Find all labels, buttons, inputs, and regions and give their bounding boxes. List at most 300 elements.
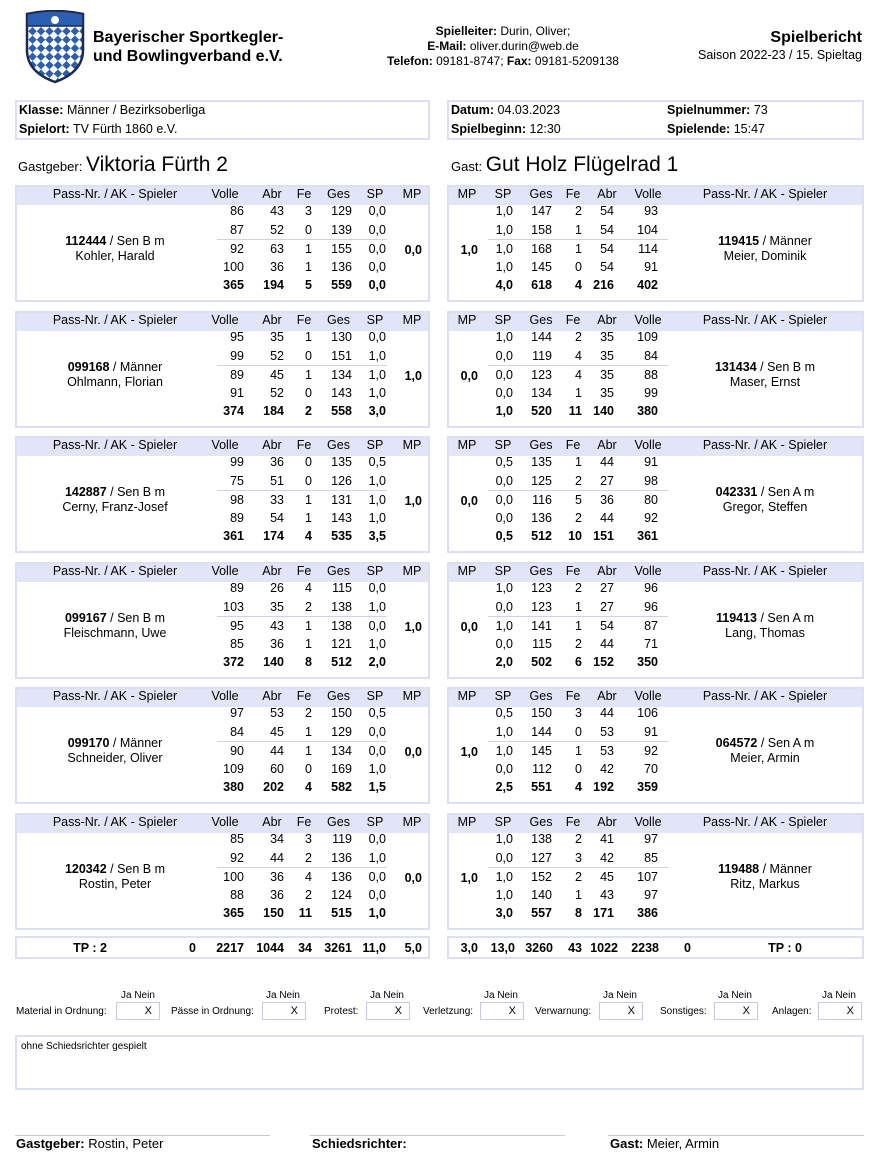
- check-box[interactable]: [599, 1002, 643, 1020]
- player-age-class: / Sen B m: [106, 234, 165, 248]
- column-header-fe: Fe: [296, 815, 312, 829]
- player-name: Maser, Ernst: [729, 375, 801, 389]
- guest-score-cell: 144: [531, 725, 552, 739]
- guest-score-cell: 0,0: [495, 349, 513, 363]
- klasse-value: Männer / Bezirksoberliga: [63, 103, 206, 117]
- column-header-fe: Fe: [565, 187, 581, 201]
- home-score-cell: 109: [223, 762, 244, 776]
- home-total-cell: 202: [263, 780, 284, 794]
- home-score-cell: 1,0: [368, 474, 386, 488]
- home-score-cell: 130: [331, 330, 352, 344]
- home-score-cell: 134: [331, 744, 352, 758]
- home-signature-value: Rostin, Peter: [84, 1136, 164, 1151]
- guest-score-cell: 85: [644, 851, 658, 865]
- guest-score-cell: 144: [531, 330, 552, 344]
- home-score-cell: 36: [270, 455, 284, 469]
- player-age-class: / Sen B m: [106, 611, 166, 625]
- guest-score-cell: 54: [600, 260, 614, 274]
- column-header-ges: Ges: [529, 438, 553, 452]
- check-box[interactable]: [818, 1002, 862, 1020]
- home-score-cell: 2: [305, 600, 312, 614]
- player-pass-number: 099170: [67, 736, 110, 750]
- org-name-line2: und Bowlingverband e.V.: [93, 48, 283, 65]
- player-pass-line: [30, 234, 200, 249]
- guest-score-cell: 27: [600, 600, 614, 614]
- column-header-volle: Volle: [634, 313, 662, 327]
- home-score-cell: 84: [230, 725, 244, 739]
- home-score-cell: 51: [270, 474, 284, 488]
- home-score-cell: 53: [270, 706, 284, 720]
- column-header-abr: Abr: [597, 815, 617, 829]
- guest-signature-label: Gast:: [610, 1136, 644, 1151]
- guest-score-cell: 4: [575, 349, 582, 363]
- home-total-volle: 2217: [216, 941, 244, 955]
- home-score-cell: 129: [331, 204, 352, 218]
- guest-score-cell: 36: [600, 493, 614, 507]
- home-score-cell: 0: [305, 223, 312, 237]
- player-pass-line: [680, 736, 850, 751]
- contact-label: Fax:: [506, 54, 532, 68]
- yes-no-header: Ja Nein: [121, 990, 155, 1001]
- guest-score-cell: 41: [600, 832, 614, 846]
- home-score-cell: 4: [305, 581, 312, 595]
- home-player-info: [30, 360, 200, 390]
- spielnummer-label: Spielnummer:: [667, 103, 751, 117]
- home-player-info: [30, 234, 200, 264]
- guest-score-cell: 2: [575, 511, 582, 525]
- home-total-cell: 174: [263, 529, 284, 543]
- check-box[interactable]: [366, 1002, 410, 1020]
- column-header-sp: SP: [494, 564, 512, 578]
- klasse-line: [19, 103, 205, 117]
- player-name: Gregor, Steffen: [722, 500, 808, 514]
- guest-score-cell: 2: [575, 330, 582, 344]
- guest-total-cell: 151: [593, 529, 614, 543]
- home-score-cell: 1: [305, 725, 312, 739]
- home-score-cell: 3: [305, 832, 312, 846]
- player-age-class: / Männer: [109, 360, 163, 374]
- guest-score-cell: 145: [531, 260, 552, 274]
- guest-score-cell: 114: [638, 242, 658, 256]
- guest-total-cell: 2,5: [495, 780, 513, 794]
- player-pass-line: [680, 234, 850, 249]
- column-header-abr: Abr: [597, 187, 617, 201]
- player-age-class: / Sen B m: [106, 485, 166, 499]
- home-score-cell: 0,0: [368, 888, 386, 902]
- player-name: Lang, Thomas: [725, 626, 805, 640]
- referee-signature: [312, 1136, 407, 1151]
- guest-score-cell: 99: [644, 386, 658, 400]
- home-total-sp: 11,0: [362, 941, 386, 955]
- guest-total-cell: 4,0: [495, 278, 513, 292]
- home-total-abr: 1044: [256, 941, 284, 955]
- home-score-cell: 1: [305, 744, 312, 758]
- home-score-cell: 0,0: [368, 330, 386, 344]
- column-header-sp: SP: [366, 313, 384, 327]
- column-header-mp: MP: [457, 815, 477, 829]
- home-score-cell: 0,0: [368, 725, 386, 739]
- guest-score-cell: 150: [531, 706, 552, 720]
- home-score-cell: 119: [332, 832, 352, 846]
- guest-score-cell: 1,0: [495, 204, 513, 218]
- home-score-cell: 2: [305, 706, 312, 720]
- column-header-fe: Fe: [296, 313, 312, 327]
- home-score-cell: 1: [305, 330, 312, 344]
- home-score-cell: 103: [223, 600, 244, 614]
- guest-score-cell: 88: [644, 368, 658, 382]
- player-pass-line: [30, 862, 200, 877]
- check-box[interactable]: [714, 1002, 758, 1020]
- spielnummer-value: 73: [750, 103, 768, 117]
- check-mark: X: [742, 1005, 750, 1017]
- column-header-sp: SP: [366, 438, 384, 452]
- home-score-cell: 136: [331, 260, 352, 274]
- column-header-mp: MP: [402, 564, 422, 578]
- home-score-cell: 2: [305, 888, 312, 902]
- guest-score-cell: 35: [600, 349, 614, 363]
- column-header-player: Pass-Nr. / AK - Spieler: [702, 689, 828, 703]
- home-score-cell: 87: [230, 223, 244, 237]
- guest-score-cell: 140: [531, 888, 552, 902]
- column-header-ges: Ges: [529, 313, 553, 327]
- guest-score-cell: 0,5: [495, 455, 513, 469]
- home-score-cell: 54: [270, 511, 284, 525]
- check-box[interactable]: [116, 1002, 160, 1020]
- home-score-cell: 1: [305, 242, 312, 256]
- row-separator: [217, 490, 387, 491]
- player-name: Fleischmann, Uwe: [63, 626, 167, 640]
- home-score-cell: 0,0: [368, 870, 386, 884]
- home-score-cell: 95: [230, 619, 244, 633]
- season-info: Saison 2022-23 / 15. Spieltag: [697, 48, 862, 62]
- player-pass-number: 142887: [64, 485, 107, 499]
- home-score-cell: 92: [230, 851, 244, 865]
- contact-email[interactable]: oliver.durin@web.de: [466, 39, 579, 53]
- column-header-volle: Volle: [211, 187, 239, 201]
- home-score-cell: 75: [230, 474, 244, 488]
- home-total-cell: 8: [305, 655, 312, 669]
- home-score-cell: 52: [270, 223, 284, 237]
- spielende-label: Spielende:: [667, 122, 731, 136]
- column-header-sp: SP: [494, 689, 512, 703]
- guest-score-cell: 1,0: [495, 744, 513, 758]
- guest-score-cell: 152: [531, 870, 552, 884]
- guest-score-cell: 43: [600, 888, 614, 902]
- home-score-cell: 169: [331, 762, 352, 776]
- home-total-cell: 11: [298, 906, 312, 920]
- player-pass-line: [30, 485, 200, 500]
- home-score-cell: 1: [305, 637, 312, 651]
- guest-score-cell: 96: [644, 600, 658, 614]
- guest-signature-value: Meier, Armin: [643, 1136, 720, 1151]
- home-score-cell: 3: [305, 204, 312, 218]
- guest-score-cell: 0,0: [495, 493, 513, 507]
- player-pass-number: 042331: [715, 485, 758, 499]
- guest-team-heading: [451, 153, 678, 177]
- column-header-abr: Abr: [597, 564, 617, 578]
- home-score-cell: 1: [305, 511, 312, 525]
- player-age-class: / Sen A m: [757, 485, 815, 499]
- home-score-cell: 45: [270, 725, 284, 739]
- guest-score-cell: 0,0: [495, 474, 513, 488]
- home-score-cell: 99: [230, 349, 244, 363]
- contact-label: E-Mail:: [427, 39, 467, 53]
- guest-total-cell: 8: [575, 906, 582, 920]
- player-pass-line: [680, 360, 850, 375]
- home-score-cell: 86: [230, 204, 244, 218]
- guest-score-cell: 2: [575, 581, 582, 595]
- report-title: Spielbericht: [770, 29, 862, 46]
- guest-score-cell: 97: [644, 832, 658, 846]
- column-header-fe: Fe: [296, 187, 312, 201]
- row-separator: [217, 616, 387, 617]
- home-score-cell: 1,0: [368, 637, 386, 651]
- home-score-cell: 0,5: [368, 706, 386, 720]
- guest-score-cell: 35: [600, 368, 614, 382]
- column-header-ges: Ges: [529, 815, 553, 829]
- player-name: Schneider, Oliver: [67, 751, 163, 765]
- guest-score-cell: 0: [575, 260, 582, 274]
- guest-score-cell: 123: [531, 600, 552, 614]
- guest-total-cell: 11: [568, 404, 582, 418]
- home-score-cell: 36: [270, 260, 284, 274]
- home-mp: 1,0: [404, 620, 422, 634]
- guest-total-cell: 4: [575, 780, 582, 794]
- column-header-ges: Ges: [529, 187, 553, 201]
- home-score-cell: 0: [305, 386, 312, 400]
- guest-score-cell: 125: [531, 474, 552, 488]
- column-header-mp: MP: [402, 689, 422, 703]
- player-age-class: / Männer: [759, 234, 812, 248]
- home-score-cell: 45: [270, 368, 284, 382]
- column-header-fe: Fe: [565, 815, 581, 829]
- home-player-info: [30, 736, 200, 766]
- player-pass-line: [30, 611, 200, 626]
- column-header-player: Pass-Nr. / AK - Spieler: [52, 187, 178, 201]
- guest-score-cell: 45: [600, 870, 614, 884]
- home-score-cell: 89: [230, 368, 244, 382]
- datum-label: Datum:: [451, 103, 495, 117]
- home-total-zero: 0: [189, 941, 196, 955]
- guest-total-cell: 551: [531, 780, 552, 794]
- home-score-cell: 0,0: [368, 744, 386, 758]
- player-pass-line: [680, 485, 850, 500]
- guest-mp: 0,0: [460, 369, 478, 383]
- guest-score-cell: 168: [531, 242, 552, 256]
- guest-score-cell: 44: [600, 455, 614, 469]
- home-score-cell: 0,0: [368, 619, 386, 633]
- column-header-ges: Ges: [327, 815, 350, 829]
- home-score-cell: 99: [230, 455, 244, 469]
- home-total-fe: 34: [298, 941, 312, 955]
- home-score-cell: 143: [331, 511, 352, 525]
- home-score-cell: 100: [223, 870, 244, 884]
- guest-player-info: [680, 611, 850, 641]
- guest-total-cell: 386: [637, 906, 658, 920]
- player-pass-number: 119488: [718, 862, 760, 876]
- row-separator: [488, 239, 668, 240]
- guest-total-cell: 557: [531, 906, 552, 920]
- column-header-sp: SP: [494, 313, 512, 327]
- guest-score-cell: 1: [575, 223, 582, 237]
- guest-score-cell: 0,0: [495, 511, 513, 525]
- home-score-cell: 124: [331, 888, 352, 902]
- home-score-cell: 63: [270, 242, 284, 256]
- column-header-mp: MP: [402, 815, 422, 829]
- row-separator: [217, 365, 387, 366]
- home-score-cell: 97: [230, 706, 244, 720]
- guest-mp: 0,0: [460, 620, 478, 634]
- home-score-cell: 1,0: [368, 600, 386, 614]
- home-score-cell: 0,0: [368, 260, 386, 274]
- contact-block: [358, 24, 648, 69]
- column-header-abr: Abr: [262, 313, 282, 327]
- home-score-cell: 151: [331, 349, 352, 363]
- guest-score-cell: 0,0: [495, 368, 513, 382]
- home-total-cell: 140: [263, 655, 284, 669]
- check-label: Material in Ordnung:: [16, 1006, 107, 1017]
- guest-total-cell: 1,0: [495, 404, 513, 418]
- spielort-value: TV Fürth 1860 e.V.: [69, 122, 178, 136]
- home-total-cell: 184: [263, 404, 284, 418]
- guest-total-cell: 192: [593, 780, 614, 794]
- column-header-abr: Abr: [262, 564, 282, 578]
- guest-mp: 1,0: [460, 243, 478, 257]
- row-separator: [217, 867, 387, 868]
- check-mark: X: [394, 1005, 402, 1017]
- check-mark: X: [144, 1005, 152, 1017]
- guest-score-cell: 71: [644, 637, 658, 651]
- guest-total-abr: 1022: [590, 941, 618, 955]
- column-header-ges: Ges: [327, 564, 350, 578]
- home-score-cell: 43: [270, 204, 284, 218]
- guest-score-cell: 1,0: [495, 888, 513, 902]
- home-score-cell: 0,0: [368, 581, 386, 595]
- home-score-cell: 1,0: [368, 762, 386, 776]
- guest-score-cell: 123: [531, 368, 552, 382]
- guest-score-cell: 44: [600, 706, 614, 720]
- guest-mp: 1,0: [460, 745, 478, 759]
- column-header-player: Pass-Nr. / AK - Spieler: [52, 689, 178, 703]
- column-header-sp: SP: [366, 564, 384, 578]
- home-total-cell: 0,0: [368, 278, 386, 292]
- column-header-volle: Volle: [634, 438, 662, 452]
- home-team-name: Viktoria Fürth 2: [85, 153, 228, 176]
- guest-score-cell: 2: [575, 832, 582, 846]
- guest-player-info: [680, 234, 850, 264]
- column-header-sp: SP: [494, 438, 512, 452]
- home-score-cell: 33: [270, 493, 284, 507]
- guest-score-cell: 98: [644, 474, 658, 488]
- home-total-cell: 372: [223, 655, 244, 669]
- home-total-cell: 535: [331, 529, 352, 543]
- guest-score-cell: 1,0: [495, 223, 513, 237]
- home-score-cell: 35: [270, 330, 284, 344]
- guest-score-cell: 44: [600, 511, 614, 525]
- column-header-mp: MP: [457, 438, 477, 452]
- guest-score-cell: 1: [575, 888, 582, 902]
- column-header-volle: Volle: [211, 313, 239, 327]
- guest-score-cell: 91: [644, 725, 658, 739]
- home-signature: [16, 1136, 163, 1151]
- row-separator: [488, 490, 668, 491]
- home-team-label: Gastgeber:: [18, 159, 86, 174]
- check-label: Pässe in Ordnung:: [171, 1006, 254, 1017]
- guest-player-info: [680, 485, 850, 515]
- home-score-cell: 88: [230, 888, 244, 902]
- column-header-volle: Volle: [634, 815, 662, 829]
- player-name: Ohlmann, Florian: [67, 375, 163, 389]
- guest-total-cell: 502: [531, 655, 552, 669]
- guest-score-cell: 1: [575, 242, 582, 256]
- row-separator: [488, 616, 668, 617]
- column-header-mp: MP: [457, 187, 477, 201]
- home-total-cell: 374: [223, 404, 244, 418]
- guest-score-cell: 119: [532, 349, 552, 363]
- home-score-cell: 89: [230, 511, 244, 525]
- column-header-volle: Volle: [211, 815, 239, 829]
- column-header-player: Pass-Nr. / AK - Spieler: [702, 313, 828, 327]
- home-score-cell: 138: [331, 600, 352, 614]
- home-score-cell: 1: [305, 368, 312, 382]
- guest-score-cell: 106: [637, 706, 658, 720]
- guest-score-cell: 44: [600, 637, 614, 651]
- check-mark: X: [846, 1005, 854, 1017]
- guest-total-zero: 0: [684, 941, 691, 955]
- column-header-player: Pass-Nr. / AK - Spieler: [52, 564, 178, 578]
- home-mp: 0,0: [404, 745, 422, 759]
- home-score-cell: 34: [270, 832, 284, 846]
- home-score-cell: 134: [331, 368, 352, 382]
- column-header-mp: MP: [402, 438, 422, 452]
- remarks-box[interactable]: [15, 1035, 864, 1090]
- column-header-mp: MP: [457, 689, 477, 703]
- guest-player-info: [680, 862, 850, 892]
- guest-score-cell: 96: [644, 581, 658, 595]
- column-header-fe: Fe: [565, 438, 581, 452]
- home-total-cell: 380: [223, 780, 244, 794]
- column-header-fe: Fe: [296, 689, 312, 703]
- contact-value: Durin, Oliver;: [497, 24, 571, 38]
- home-total-cell: 1,0: [368, 906, 386, 920]
- guest-total-cell: 0,5: [495, 529, 513, 543]
- yes-no-header: Ja Nein: [266, 990, 300, 1001]
- player-pass-line: [680, 862, 850, 877]
- guest-total-cell: 2,0: [495, 655, 513, 669]
- guest-total-cell: 4: [575, 278, 582, 292]
- contact-label: Spielleiter:: [435, 24, 497, 38]
- guest-score-cell: 0,0: [495, 637, 513, 651]
- guest-score-cell: 1,0: [495, 330, 513, 344]
- column-header-player: Pass-Nr. / AK - Spieler: [702, 187, 828, 201]
- check-box[interactable]: [480, 1002, 524, 1020]
- guest-score-cell: 123: [531, 581, 552, 595]
- contact-value: 09181-5209138: [531, 54, 619, 68]
- home-total-cell: 515: [331, 906, 352, 920]
- player-pass-number: 099167: [64, 611, 107, 625]
- home-score-cell: 36: [270, 870, 284, 884]
- guest-score-cell: 54: [600, 223, 614, 237]
- guest-score-cell: 35: [600, 330, 614, 344]
- column-header-sp: SP: [494, 815, 512, 829]
- check-box[interactable]: [262, 1002, 306, 1020]
- guest-team-name: Gut Holz Flügelrad 1: [485, 153, 679, 176]
- column-header-mp: MP: [457, 564, 477, 578]
- home-total-cell: 559: [331, 278, 352, 292]
- column-header-fe: Fe: [296, 438, 312, 452]
- guest-score-cell: 1: [575, 600, 582, 614]
- guest-score-cell: 0,0: [495, 762, 513, 776]
